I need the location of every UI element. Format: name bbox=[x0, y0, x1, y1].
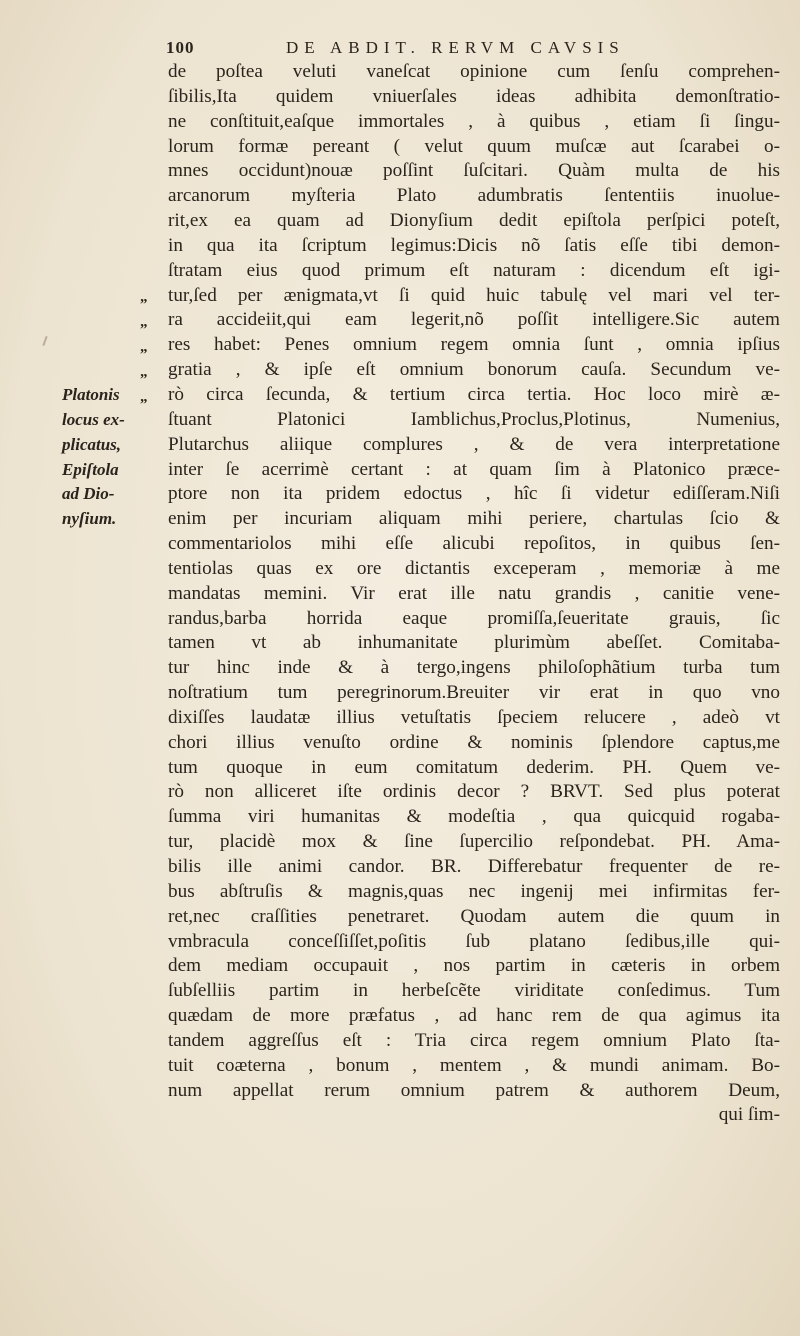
text-line: dixiſſes laudatæ illius vetuſtatis ſpeciem relucere , adeò vt bbox=[168, 706, 780, 728]
text-line: commentariolos mihi eſſe alicubi repoſitos, in quibus ſen- bbox=[168, 533, 780, 555]
text-line: inter ſe acerrimè certant : at quam ſim à Platonico præce- bbox=[168, 458, 780, 480]
text-line: rò non alliceret iſte ordinis decor ? BRVT. Sed plus poterat bbox=[168, 781, 780, 803]
quote-mark: „ bbox=[140, 289, 148, 305]
text-line: randus,barba horrida eaque promiſſa,ſeueritate grauis, ſic bbox=[168, 607, 780, 629]
text-line: arcanorum myſteria Plato adumbratis ſententiis inuolue- bbox=[168, 185, 780, 207]
text-line: de poſtea veluti vaneſcat opinione cum ſenſu comprehen- bbox=[168, 61, 780, 82]
text-line: tuit coæterna , bonum , mentem , & mundi animam. Bo- bbox=[168, 1054, 780, 1076]
text-line: num appellat rerum omnium patrem & authorem Deum, bbox=[168, 1079, 780, 1101]
text-line: res habet: Penes omnium regem omnia ſunt , omnia ipſius bbox=[168, 334, 780, 356]
quote-mark: „ bbox=[140, 389, 148, 405]
pencil-mark bbox=[42, 336, 47, 346]
marginal-line: plicatus, bbox=[62, 434, 122, 454]
text-line: ſubſelliis partim in herbeſcẽte viriditate conſedimus. Tum bbox=[168, 980, 780, 1002]
text-line: tur,ſed per ænigmata,vt ſi quid huic tabulę vel mari vel ter- bbox=[168, 284, 780, 306]
text-line: ret,nec craſſities penetraret. Quodam autem die quum in bbox=[168, 905, 780, 927]
text-line: ſumma viri humanitas & modeſtia , qua quicquid rogaba- bbox=[168, 806, 780, 828]
text-line: ſtuant Platonici Iamblichus,Proclus,Plotinus, Numenius, bbox=[168, 408, 780, 430]
page-number: 100 bbox=[166, 38, 195, 57]
text-line: lorum formæ pereant ( velut quum muſcæ aut ſcarabei o- bbox=[168, 135, 780, 157]
quote-mark: „ bbox=[140, 314, 148, 330]
text-line: tandem aggreſſus eſt : Tria circa regem omnium Plato ſta- bbox=[168, 1029, 780, 1051]
text-line: mandatas memini. Vir erat ille natu grandis , canitie vene- bbox=[168, 582, 780, 604]
text-line: noſtratium tum peregrinorum.Breuiter vir erat in quo vno bbox=[168, 682, 780, 704]
text-line: bus abſtruſis & magnis,quas nec ingenij mei infirmitas fer- bbox=[168, 880, 780, 902]
marginal-line: locus ex- bbox=[62, 409, 125, 429]
text-line: ra accideiit,qui eam legerit,nõ poſſit intelligere.Sic autem bbox=[168, 309, 780, 331]
text-line: mnes occidunt)nouæ poſſint ſuſcitari. Quàm multa de his bbox=[168, 160, 780, 182]
marginal-line: ad Dio- bbox=[62, 484, 115, 504]
marginal-line: nyſium. bbox=[62, 509, 117, 529]
text-line: tur, placidè mox & ſine ſupercilio reſpondebat. PH. Ama- bbox=[168, 831, 780, 853]
marginal-line: Platonis bbox=[62, 385, 120, 404]
running-header bbox=[166, 38, 686, 60]
text-line: tum quoque in eum comitatum dederim. PH. Quem ve- bbox=[168, 756, 780, 778]
quote-mark: „ bbox=[140, 364, 148, 380]
text-line: ſtratam eius quod primum eſt naturam : dicendum eſt igi- bbox=[168, 259, 780, 281]
text-line: tamen vt ab inhumanitate plurimùm abeſſet. Comitaba- bbox=[168, 632, 780, 654]
text-line: enim per incuriam aliquam mihi periere, chartulas ſcio & bbox=[168, 508, 780, 530]
marginal-note bbox=[62, 383, 162, 532]
text-line: ſibilis,Ita quidem vniuerſales ideas adhibita demonſtratio- bbox=[168, 85, 780, 107]
text-line: Plutarchus aliique complures , & de vera interpretatione bbox=[168, 433, 780, 455]
text-line: ne conſtituit,eaſque immortales , à quibus , etiam ſi ſingu- bbox=[168, 110, 780, 132]
text-line: ptore non ita pridem edoctus , hîc ſi videtur ediſſeram.Niſi bbox=[168, 483, 780, 505]
text-line: rit,ex ea quam ad Dionyſium dedit epiſtola perſpici poteſt, bbox=[168, 210, 780, 232]
quote-mark: „ bbox=[140, 339, 148, 355]
text-line: vmbracula conceſſiſſet,poſitis ſub platano ſedibus,ille qui- bbox=[168, 930, 780, 952]
text-line: chori illius venuſto ordine & nominis ſplendore captus,me bbox=[168, 731, 780, 753]
running-title: DE ABDIT. RERVM CAVSIS bbox=[286, 38, 625, 57]
text-line: quædam de more præfatus , ad hanc rem de qua agimus ita bbox=[168, 1005, 780, 1027]
text-line: bilis ille animi candor. BR. Differebatur frequenter de re- bbox=[168, 856, 780, 877]
text-line: rò circa ſecunda, & tertium circa tertia. Hoc loco mirè æ- bbox=[168, 383, 780, 405]
body-text bbox=[168, 60, 788, 1128]
marginal-line: Epiſtola bbox=[62, 459, 119, 479]
text-line: dem mediam occupauit , nos partim in cæteris in orbem bbox=[168, 955, 780, 977]
text-line: gratia , & ipſe eſt omnium bonorum cauſa. Secundum ve- bbox=[168, 359, 780, 381]
text-line: tentiolas quas ex ore dictantis exceperam , memoriæ à me bbox=[168, 557, 780, 579]
catchword: qui ſim- bbox=[718, 1104, 780, 1126]
text-line: in qua ita ſcriptum legimus:Dicis nõ ſatis eſſe tibi demon- bbox=[168, 234, 780, 256]
text-line: tur hinc inde & à tergo,ingens philoſophãtium turba tum bbox=[168, 657, 780, 679]
